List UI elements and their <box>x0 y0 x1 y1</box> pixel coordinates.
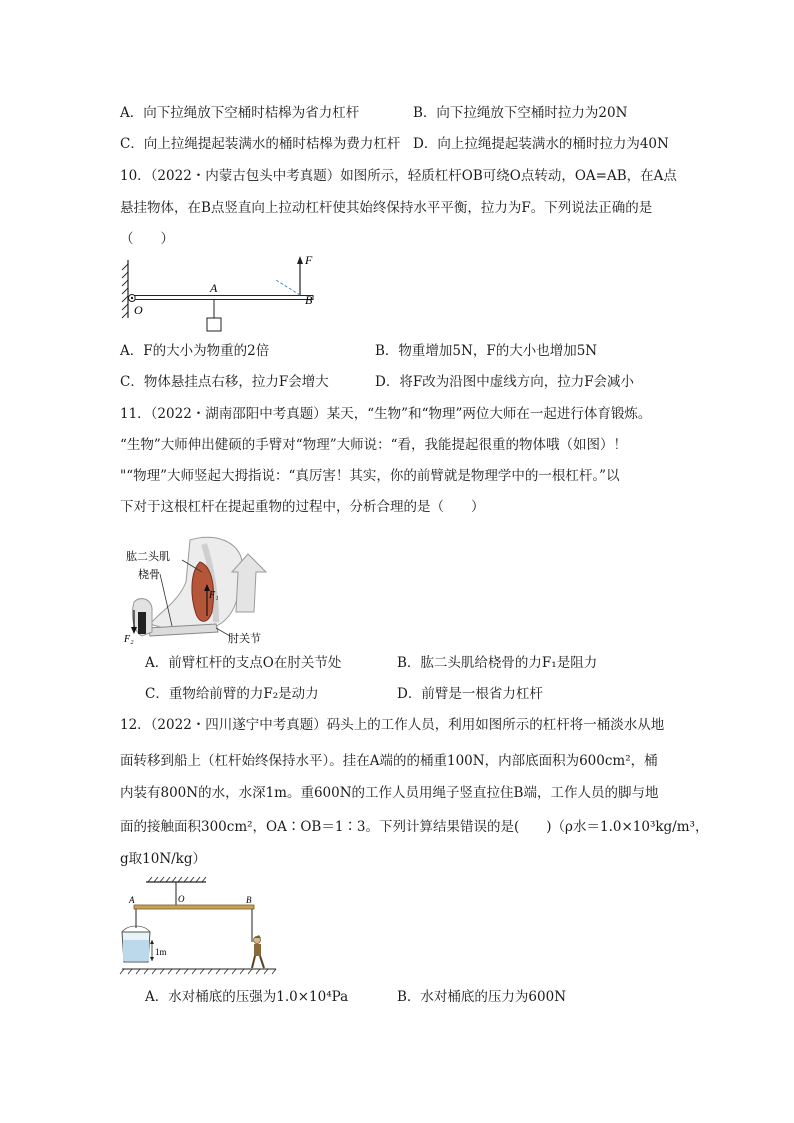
depth-arrow-down-icon <box>150 957 154 961</box>
q10-option-c: C．物体悬挂点右移，拉力F会增大 <box>120 374 329 390</box>
q11-stem-line-4: 下对于这根杠杆在提起重物的过程中，分析合理的是（ ） <box>120 499 485 515</box>
q10-option-a: A．F的大小为物重的2倍 <box>120 343 270 359</box>
hanging-weight <box>207 318 221 331</box>
q10-lever-figure <box>118 252 328 334</box>
depth-arrow-up-icon <box>150 940 154 944</box>
q12-stem-line-5: g取10N/kg） <box>120 851 207 867</box>
worker-hat <box>254 935 261 938</box>
ceiling-hatching <box>148 877 206 882</box>
label-o: O <box>178 894 185 904</box>
label-elbow: 肘关节 <box>228 633 261 645</box>
label-a: A <box>210 281 218 295</box>
label-f: F <box>305 253 313 267</box>
q11-stem-line-2: “生物”大师伸出健硕的手臂对“物理”大师说：“看，我能提起很重的物体哦（如图）！ <box>120 437 628 453</box>
q12-option-a: A．水对桶底的压强为1.0×10⁴Pa <box>145 989 349 1005</box>
q10-stem-line-2: 悬挂物体，在B点竖直向上拉动杠杆使其始终保持水平平衡，拉力为F。下列说法正确的是 <box>120 200 653 216</box>
q10-option-b: B．物重增加5N，F的大小也增加5N <box>375 343 598 359</box>
worker-leg-left <box>252 956 255 968</box>
q10-stem-line-1: 10．（2022・内蒙古包头中考真题）如图所示，轻质杠杆OB可绕O点转动，OA=AB，在A点 <box>120 168 677 184</box>
q11-stem-line-3: "“物理”大师竖起大拇指说：“真厉害！其实，你的前臂就是物理学中的一根杠杆。”以 <box>120 468 620 484</box>
bucket-water <box>123 940 149 961</box>
q10-stem-line-3: （ ） <box>120 231 174 247</box>
q9-option-c: C．向上拉绳提起装满水的桶时桔槔为费力杠杆 <box>120 136 401 152</box>
q12-option-b: B．水对桶底的压力为600N <box>397 989 567 1005</box>
label-radius: 桡骨 <box>138 569 160 581</box>
q12-stem-line-2: 面转移到船上（杠杆始终保持水平）。挂在A端的的桶重100N，内部底面积为600cm²，桶 <box>120 753 658 769</box>
q12-lever-figure <box>118 876 278 976</box>
q12-stem-line-1: 12．（2022・四川遂宁中考真题）码头上的工作人员，利用如图所示的杠杆将一桶淡水从地 <box>120 717 665 733</box>
q12-stem-line-4: 面的接触面积300cm²，OA∶OB＝1∶3。下列计算结果错误的是( )（ρ水＝1.0×10³kg/m³， <box>120 819 709 835</box>
force-arrowhead-icon <box>297 256 303 264</box>
q9-option-a: A．向下拉绳放下空桶时桔槔为省力杠杆 <box>120 105 360 121</box>
wall-hatching <box>122 264 128 318</box>
worker-leg-right <box>260 956 264 968</box>
ground-hatching <box>120 969 276 974</box>
q11-arm-figure <box>120 532 280 648</box>
q10-option-d: D．将F改为沿图中虚线方向，拉力F会减小 <box>375 374 635 390</box>
held-weight <box>138 612 146 634</box>
label-f1: F₁ <box>209 590 219 601</box>
label-a: A <box>129 895 135 905</box>
pivot-center <box>131 297 133 299</box>
label-b: B <box>305 293 313 307</box>
label-biceps: 肱二头肌 <box>126 551 170 563</box>
q11-stem-line-1: 11．（2022・湖南邵阳中考真题）某天，“生物”和“物理”两位大师在一起进行体育锻炼。 <box>120 406 652 422</box>
q12-stem-line-3: 内装有800N的水，水深1m。重600N的工作人员用绳子竖直拉住B端，工作人员的脚与地 <box>120 785 659 801</box>
q11-option-a: A．前臂杠杆的支点O在肘关节处 <box>145 655 342 671</box>
label-o: O <box>134 303 143 317</box>
label-f2: F₂ <box>124 634 134 645</box>
label-depth: 1m <box>155 947 167 957</box>
q11-option-c: C．重物给前臂的力F₂是动力 <box>145 686 319 702</box>
lever-bar <box>134 905 254 909</box>
q11-option-d: D．前臂是一根省力杠杆 <box>397 686 543 702</box>
lever-bar <box>135 296 313 300</box>
q9-option-d: D．向上拉绳提起装满水的桶时拉力为40N <box>413 136 669 152</box>
dashed-direction-line <box>276 280 300 295</box>
q11-option-b: B．肱二头肌给桡骨的力F₁是阻力 <box>397 655 598 671</box>
worker-body <box>254 944 261 956</box>
label-b: B <box>246 895 252 905</box>
q9-option-b: B．向下拉绳放下空桶时拉力为20N <box>413 105 628 121</box>
